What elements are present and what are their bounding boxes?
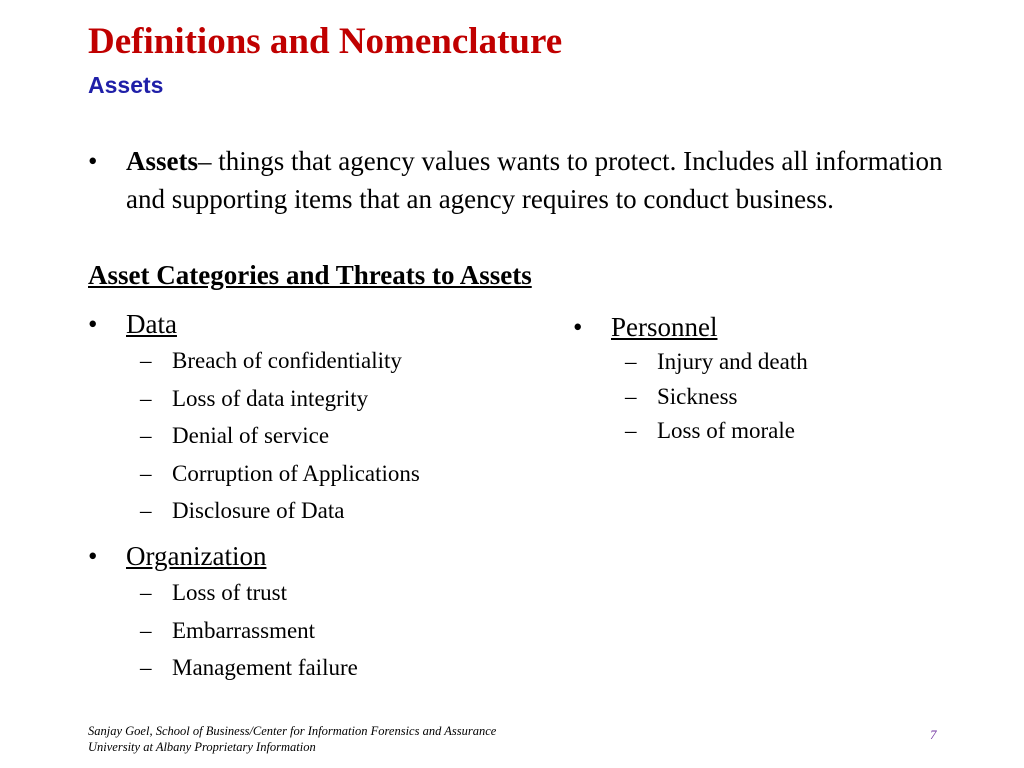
category-label: Data (126, 309, 177, 339)
list-item: – Embarrassment (140, 617, 316, 643)
bullet-symbol: • (88, 309, 98, 339)
list-item: – Loss of trust (140, 580, 287, 605)
slide-title: Definitions and Nomenclature (88, 21, 563, 62)
list-item: – Corruption of Applications (140, 460, 420, 486)
list-item: – Loss of morale (625, 418, 795, 443)
list-item: – Breach of confidentiality (140, 348, 402, 373)
list-item: – Management failure (140, 655, 358, 680)
bullet-symbol: • (573, 312, 583, 342)
page-number: 7 (930, 727, 937, 742)
list-item: – Loss of data integrity (140, 385, 369, 411)
footer (88, 723, 496, 755)
bullet-symbol: • (88, 541, 98, 571)
slide-subtitle: Assets (88, 72, 164, 98)
intro-definition: – things that agency values wants to protect. Includes all information and supporting items that an agency requires to conduct business. (126, 146, 943, 214)
list-item: – Disclosure of Data (140, 498, 345, 523)
threat-list (126, 342, 420, 530)
category-personnel (573, 309, 808, 449)
footer-line-1: Sanjay Goel, School of Business/Center for Information Forensics and Assurance (88, 724, 497, 738)
categories-heading: Asset Categories and Threats to Assets (88, 260, 532, 290)
intro-text (126, 142, 976, 218)
footer-line-2: University at Albany Proprietary Information (88, 740, 316, 754)
bullet-symbol: • (88, 146, 98, 176)
list-item: – Denial of service (140, 423, 330, 448)
category-data (88, 306, 420, 530)
threat-list (126, 574, 358, 687)
intro-term: Assets (126, 146, 198, 176)
threat-list (611, 345, 808, 449)
intro-bullet (88, 142, 988, 218)
list-item: – Injury and death (625, 349, 808, 374)
list-item: – Sickness (625, 383, 738, 409)
category-label: Personnel (611, 312, 718, 342)
category-organization (88, 538, 358, 687)
category-label: Organization (126, 541, 267, 571)
